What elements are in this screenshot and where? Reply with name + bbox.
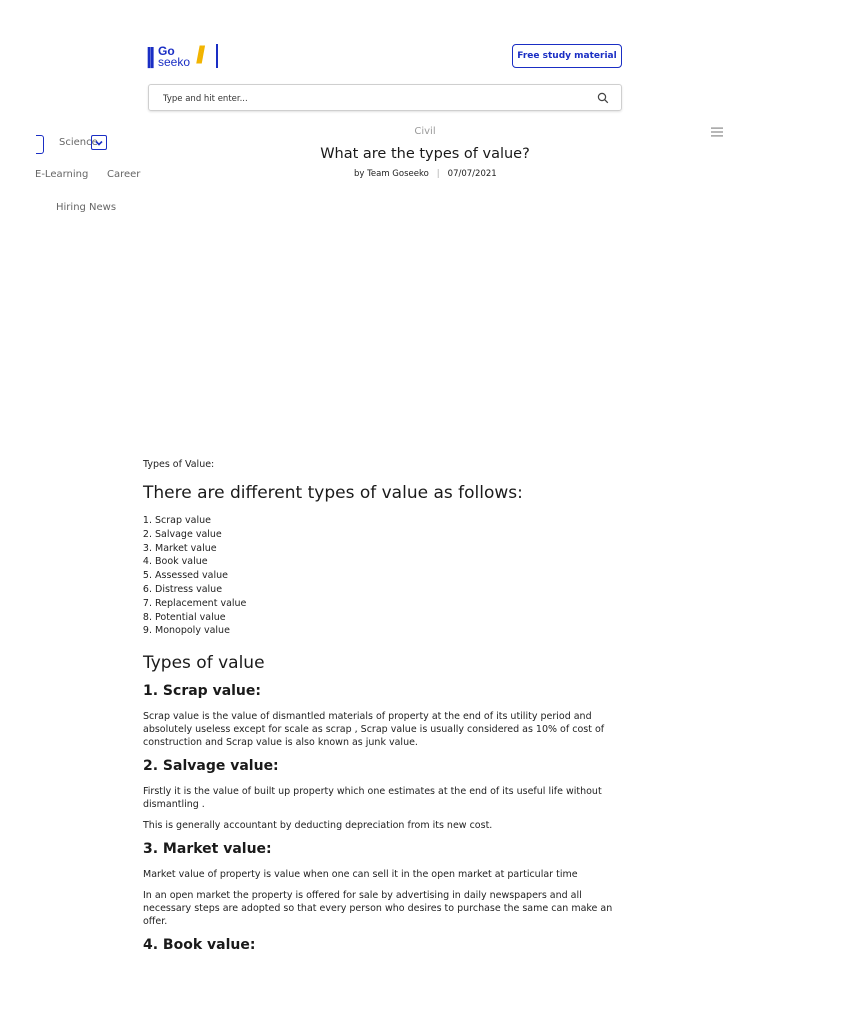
value-types-list bbox=[143, 514, 623, 638]
search-icon[interactable] bbox=[597, 92, 609, 104]
scrap-value-heading: 1. Scrap value: bbox=[143, 683, 261, 700]
article-title: What are the types of value? bbox=[320, 146, 530, 162]
list-item: 4. Book value bbox=[155, 555, 623, 569]
article-content bbox=[143, 458, 623, 964]
scrap-value-paragraph: Scrap value is the value of dismantled materials of property at the end of its utility period and absolutely useless except for scale as scrap , Scrap value is usually considered as 10% of cost of construction and Scrap value is also known as junk value. bbox=[143, 711, 605, 749]
article-date: 07/07/2021 bbox=[447, 169, 497, 179]
article-byline bbox=[354, 169, 497, 179]
nav-item-elearning[interactable]: E-Learning bbox=[35, 169, 89, 180]
list-item: 8. Potential value bbox=[155, 611, 623, 625]
salvage-value-paragraph-2: This is generally accountant by deducting depreciation from its new cost. bbox=[143, 820, 493, 832]
list-heading: There are different types of value as follows: bbox=[143, 483, 523, 503]
article-author[interactable]: by Team Goseeko bbox=[354, 169, 429, 179]
article-category[interactable]: Civil bbox=[414, 126, 436, 137]
logo-text-go: Go bbox=[158, 44, 175, 58]
list-item: 5. Assessed value bbox=[155, 569, 623, 583]
list-item: 1. Scrap value bbox=[155, 514, 623, 528]
section-heading: Types of value bbox=[143, 653, 265, 674]
logo-right-bar bbox=[216, 44, 218, 68]
list-item: 7. Replacement value bbox=[155, 597, 623, 611]
nav-item-hiring-news[interactable]: Hiring News bbox=[56, 202, 117, 213]
salvage-value-paragraph-1: Firstly it is the value of built up property which one estimates at the end of its useful life without dismantling . bbox=[143, 786, 602, 811]
book-value-heading: 4. Book value: bbox=[143, 937, 256, 954]
market-value-paragraph-2: In an open market the property is offered for sale by advertising in daily newspapers and all necessary steps are adopted so that every person who desires to purchase the same can make an offer. bbox=[143, 890, 613, 928]
byline-separator: | bbox=[436, 169, 440, 179]
nav-item-career[interactable]: Career bbox=[107, 169, 141, 180]
logo-text-seeko: seeko bbox=[158, 55, 191, 69]
goseeko-logo[interactable] bbox=[146, 43, 222, 71]
list-item: 6. Distress value bbox=[155, 583, 623, 597]
logo-bars-mark: || bbox=[146, 43, 153, 68]
chevron-down-icon bbox=[95, 140, 103, 146]
free-study-material-button[interactable]: Free study material bbox=[512, 44, 622, 68]
market-value-paragraph-1: Market value of property is value when one can sell it in the open market at particular time bbox=[143, 869, 578, 881]
search-bar bbox=[148, 84, 622, 111]
market-value-heading: 3. Market value: bbox=[143, 841, 272, 858]
nav-item-science[interactable]: Science bbox=[59, 137, 98, 148]
list-item: 9. Monopoly value bbox=[155, 624, 623, 638]
article-intro: Types of Value: bbox=[143, 459, 215, 470]
search-input[interactable] bbox=[161, 90, 585, 108]
salvage-value-heading: 2. Salvage value: bbox=[143, 758, 279, 775]
logo-slash-mark: // bbox=[196, 42, 202, 69]
list-item: 3. Market value bbox=[155, 542, 623, 556]
list-item: 2. Salvage value bbox=[155, 528, 623, 542]
